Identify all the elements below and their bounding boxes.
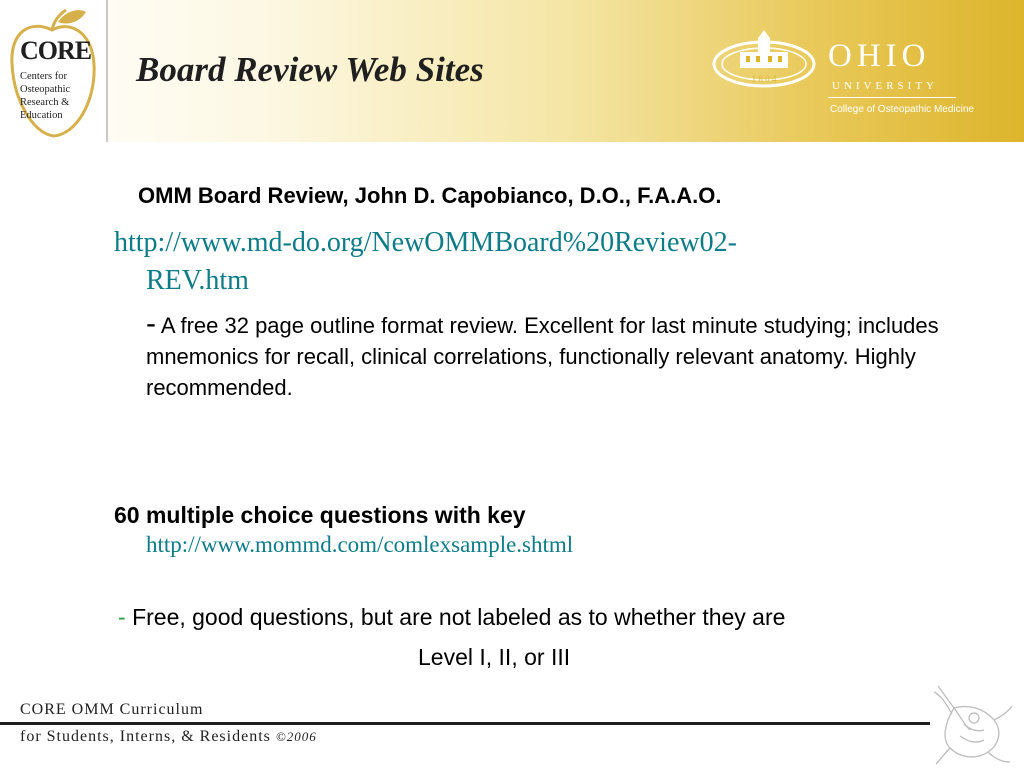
- section1-link[interactable]: [114, 224, 737, 300]
- core-logo-line: Education: [20, 110, 63, 121]
- bullet-dash: -: [146, 307, 156, 340]
- core-logo-line: Osteopathic: [20, 84, 71, 95]
- footer-curriculum: CORE OMM Curriculum: [20, 701, 204, 718]
- footer-audience: [20, 728, 317, 746]
- section1-link-line1[interactable]: http://www.md-do.org/NewOMMBoard%20Review02-: [114, 227, 737, 258]
- slide-title: Board Review Web Sites: [136, 50, 484, 89]
- header-divider: [828, 97, 956, 98]
- bullet-dash: -: [118, 604, 133, 630]
- section2-heading: 60 multiple choice questions with key: [114, 502, 526, 528]
- slide-header: [0, 0, 1024, 142]
- seal-year: 1 8 0 4: [751, 74, 777, 84]
- section1-description-text: A free 32 page outline format review. Excellent for last minute studying; includes mnemonics for recall, clinical correlations, functionally relevant anatomy. Highly recommended.: [146, 313, 939, 400]
- college-name: College of Osteopathic Medicine: [830, 104, 974, 115]
- footer-divider: [0, 722, 930, 725]
- section1-description: [146, 308, 966, 403]
- core-logo-lines: [20, 70, 70, 122]
- core-logo-line: Centers for: [20, 71, 67, 82]
- ohio-wordmark: OHIO: [828, 38, 931, 74]
- section2-description-line2: Level I, II, or III: [418, 644, 571, 670]
- core-logo-line: Research &: [20, 97, 70, 108]
- footer-audience-text: for Students, Interns, & Residents: [20, 728, 276, 745]
- university-seal-icon: [710, 28, 818, 90]
- footer-copyright: ©2006: [275, 729, 317, 744]
- section2-link[interactable]: http://www.mommd.com/comlexsample.shtml: [146, 532, 574, 557]
- section1-link-line2[interactable]: REV.htm: [146, 265, 249, 296]
- core-logo-word: CORE: [20, 36, 92, 65]
- university-wordmark: UNIVERSITY: [832, 80, 938, 92]
- section2-description-text: Free, good questions, but are not labeled as to whether they are: [132, 604, 786, 630]
- section2-description-line1: [118, 604, 785, 631]
- section1-heading: OMM Board Review, John D. Capobianco, D.O., F.A.A.O.: [138, 183, 722, 208]
- anatomy-sketch-icon: [924, 678, 1016, 766]
- core-logo: [0, 0, 108, 142]
